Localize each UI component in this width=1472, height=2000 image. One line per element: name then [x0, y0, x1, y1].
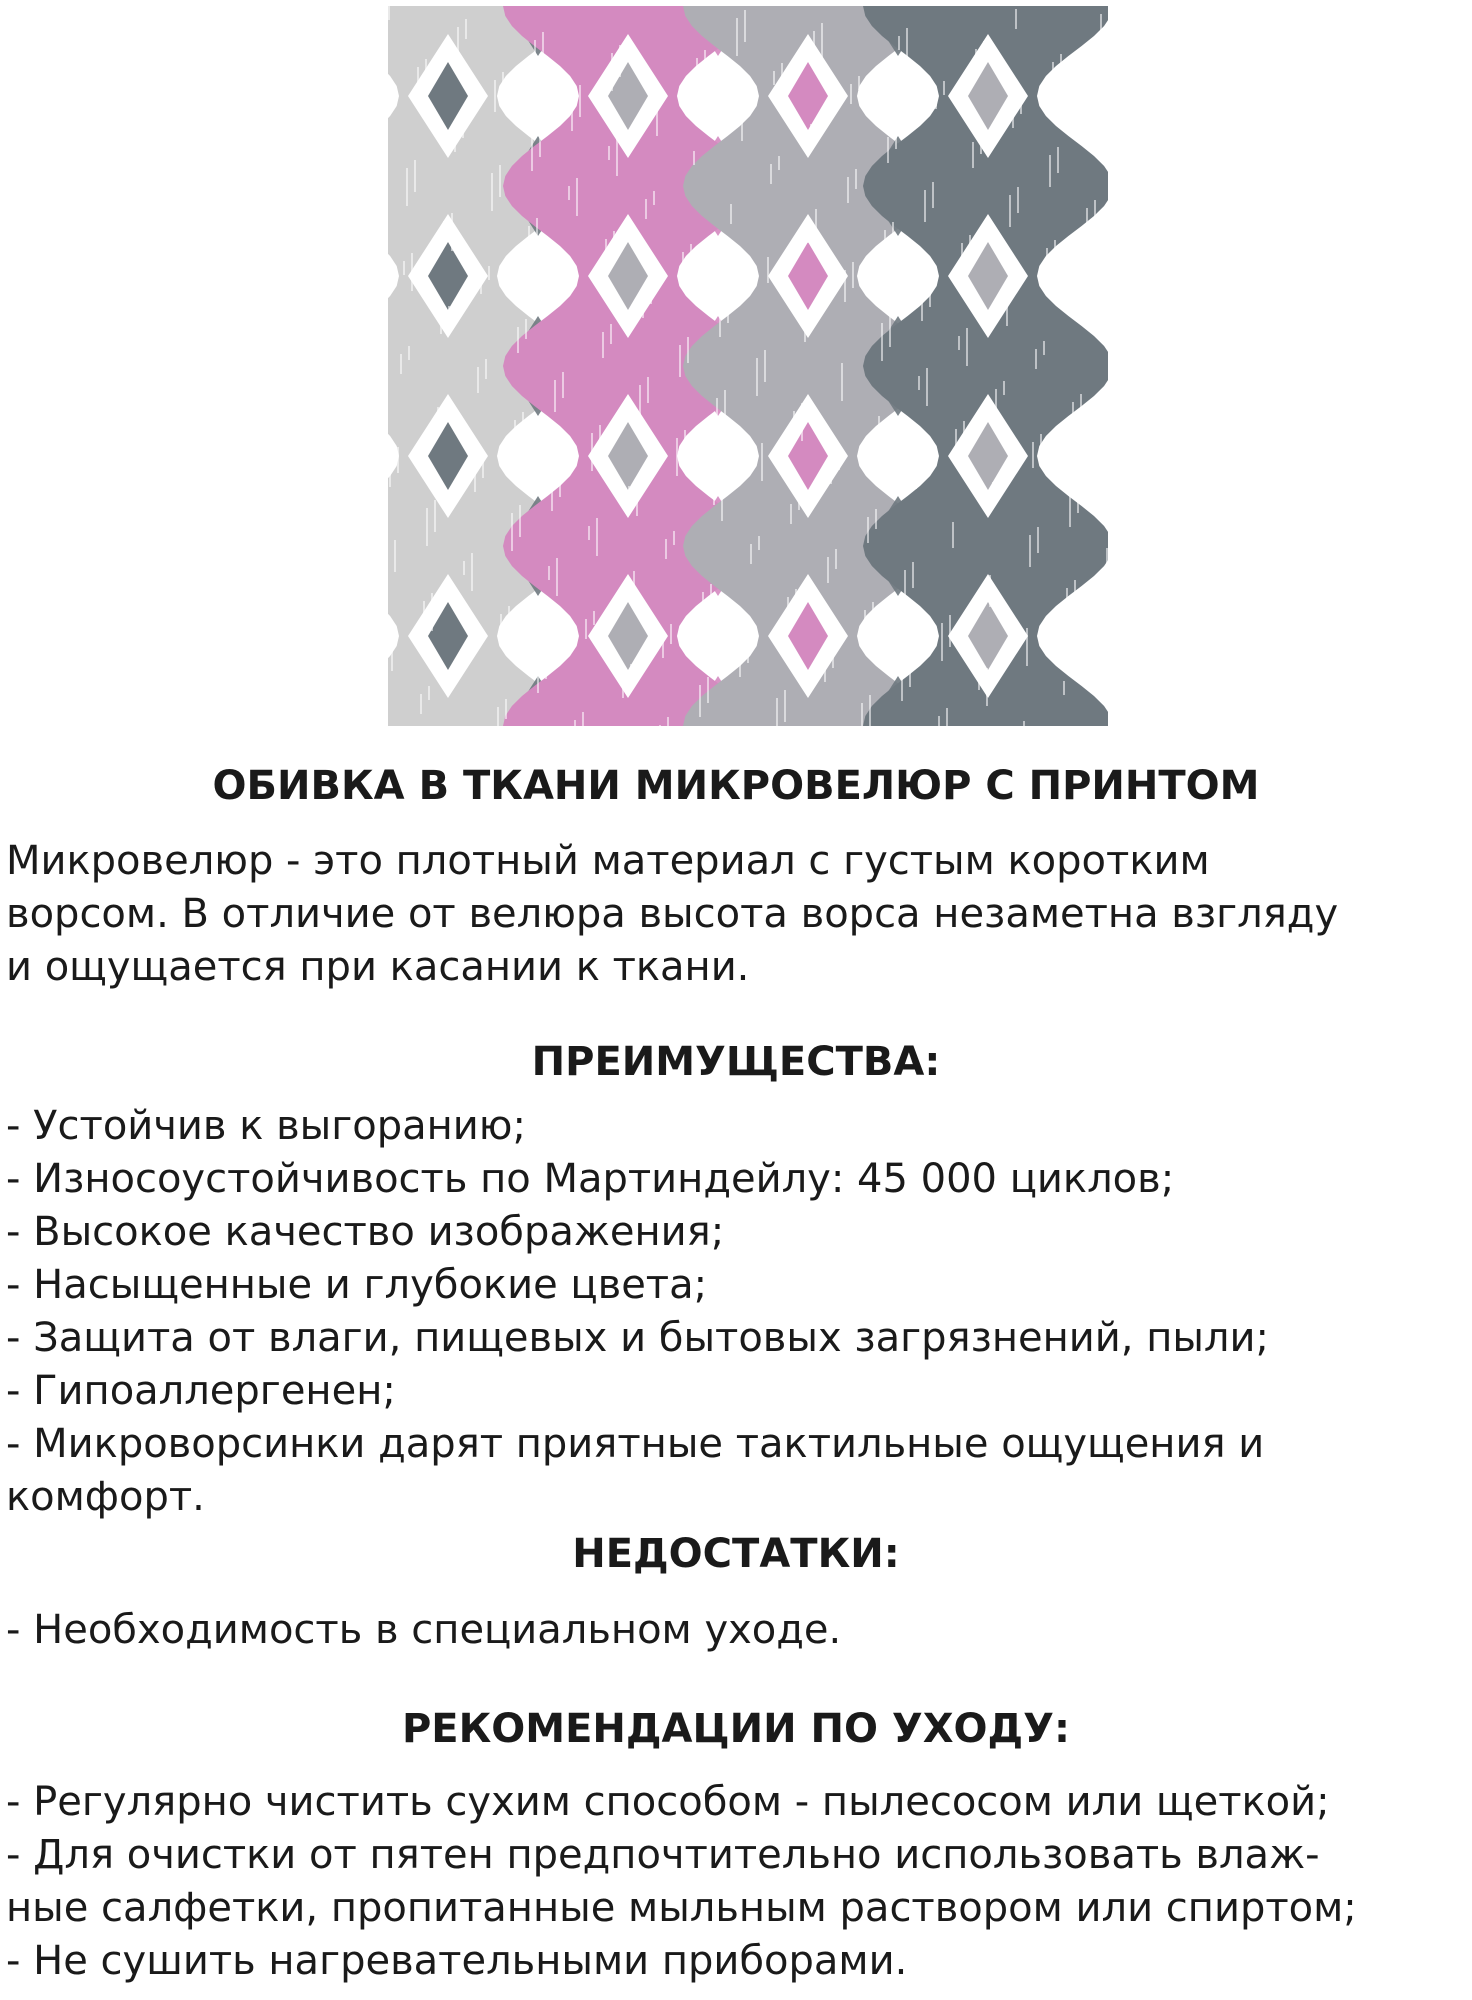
swatch-streak — [790, 504, 792, 524]
swatch-streak — [778, 156, 780, 170]
swatch-streak — [602, 332, 604, 358]
swatch-streak — [534, 40, 536, 72]
swatch-streak — [773, 71, 775, 85]
swatch-streak — [801, 403, 803, 441]
swatch-streak — [593, 611, 595, 625]
swatch-streak — [605, 239, 607, 259]
swatch-streak — [921, 283, 923, 321]
swatch-streak — [619, 45, 621, 77]
disadvantages-heading: НЕДОСТАТКИ: — [572, 1531, 900, 1577]
swatch-streak — [443, 221, 445, 235]
swatch-streak — [599, 425, 601, 457]
swatch-streak — [650, 284, 652, 304]
swatch-streak — [591, 433, 593, 471]
swatch-streak — [633, 571, 635, 585]
swatch-streak — [471, 553, 473, 591]
swatch-streak — [1097, 107, 1099, 133]
swatch-streak — [767, 257, 769, 283]
swatch-streak — [869, 695, 871, 726]
list-item: - Не сушить нагревательными приборами. — [6, 1938, 908, 1984]
swatch-streak — [838, 456, 840, 470]
swatch-streak — [906, 28, 908, 66]
swatch-streak — [556, 558, 558, 596]
swatch-streak — [955, 429, 957, 449]
swatch-streak — [929, 275, 931, 307]
swatch-streak — [770, 164, 772, 184]
swatch-streak — [949, 615, 951, 647]
swatch-streak — [454, 120, 456, 152]
swatch-streak — [519, 505, 521, 537]
swatch-streak — [787, 597, 789, 623]
swatch-streak — [585, 619, 587, 639]
swatch-streak — [414, 160, 416, 192]
swatch-streak — [892, 222, 894, 248]
swatch-streak — [636, 478, 638, 516]
swatch-streak — [1089, 115, 1091, 147]
swatch-streak — [406, 168, 408, 206]
swatch-streak — [764, 350, 766, 382]
swatch-streak — [477, 367, 479, 393]
swatch-streak — [1074, 580, 1076, 612]
swatch-streak — [904, 570, 906, 602]
swatch-streak — [858, 76, 860, 90]
swatch-streak — [434, 500, 436, 532]
swatch-streak — [565, 279, 567, 299]
swatch-streak — [744, 10, 746, 42]
swatch-streak — [861, 703, 863, 726]
swatch-streak — [1035, 349, 1037, 369]
swatch-streak — [537, 667, 539, 693]
swatch-streak — [872, 602, 874, 628]
swatch-streak — [480, 274, 482, 294]
swatch-streak — [832, 642, 834, 668]
swatch-streak — [733, 111, 735, 125]
swatch-streak — [676, 438, 678, 476]
swatch-streak — [460, 654, 462, 674]
swatch-streak — [747, 637, 749, 663]
intro-line: и ощущается при касании к ткани. — [6, 944, 750, 990]
swatch-streak — [889, 315, 891, 347]
swatch-streak — [918, 376, 920, 390]
swatch-streak — [505, 699, 507, 719]
swatch-streak — [867, 517, 869, 543]
swatch-streak — [884, 230, 886, 262]
swatch-streak — [517, 327, 519, 353]
swatch-streak — [983, 41, 985, 55]
ikat-pattern — [388, 6, 1108, 726]
swatch-streak — [579, 85, 581, 117]
advantages-list — [6, 1100, 1466, 1524]
swatch-streak — [445, 399, 447, 419]
swatch-streak — [420, 694, 422, 714]
swatch-streak — [864, 610, 866, 642]
swatch-streak — [850, 84, 852, 104]
swatch-streak — [995, 389, 997, 409]
swatch-streak — [610, 324, 612, 344]
swatch-streak — [659, 725, 661, 726]
swatch-streak — [642, 292, 644, 318]
swatch-streak — [647, 377, 649, 403]
swatch-streak — [428, 686, 430, 700]
list-item: - Микроворсинки дарят приятные тактильные ощущения и — [6, 1421, 1265, 1467]
swatch-streak — [482, 452, 484, 478]
swatch-streak — [702, 592, 704, 618]
swatch-streak — [952, 522, 954, 548]
intro-paragraph — [6, 835, 1466, 994]
swatch-streak — [608, 146, 610, 160]
swatch-streak — [417, 67, 419, 93]
swatch-streak — [810, 124, 812, 144]
swatch-streak — [992, 482, 994, 508]
swatch-streak — [497, 707, 499, 726]
swatch-streak — [989, 575, 991, 607]
swatch-streak — [426, 508, 428, 546]
swatch-streak — [690, 244, 692, 264]
swatch-streak — [1032, 442, 1034, 468]
swatch-streak — [781, 63, 783, 101]
swatch-streak — [761, 443, 763, 481]
swatch-streak — [1029, 535, 1031, 567]
swatch-streak — [926, 368, 928, 406]
swatch-streak — [645, 199, 647, 219]
swatch-streak — [582, 712, 584, 726]
swatch-streak — [665, 539, 667, 559]
swatch-streak — [1060, 54, 1062, 74]
swatch-streak — [716, 398, 718, 436]
swatch-streak — [707, 677, 709, 703]
swatch-streak — [795, 589, 797, 609]
swatch-streak — [465, 19, 467, 39]
swatch-streak — [1083, 301, 1085, 315]
swatch-streak — [713, 491, 715, 505]
swatch-streak — [502, 72, 504, 98]
swatch-streak — [548, 566, 550, 580]
swatch-streak — [539, 125, 541, 157]
swatch-streak — [1009, 195, 1011, 227]
swatch-streak — [388, 6, 390, 20]
swatch-streak — [901, 663, 903, 701]
swatch-streak — [1003, 381, 1005, 395]
swatch-streak — [963, 421, 965, 435]
swatch-streak — [616, 138, 618, 176]
swatch-streak — [881, 323, 883, 361]
swatch-streak — [721, 483, 723, 521]
swatch-streak — [511, 513, 513, 551]
swatch-streak — [1015, 9, 1017, 29]
swatch-streak — [488, 266, 490, 280]
swatch-streak — [824, 650, 826, 682]
swatch-streak — [855, 169, 857, 189]
swatch-streak — [841, 363, 843, 401]
swatch-streak — [847, 177, 849, 203]
swatch-streak — [514, 420, 516, 452]
list-item: комфорт. — [6, 1474, 205, 1520]
swatch-streak — [525, 319, 527, 339]
swatch-streak — [784, 690, 786, 722]
swatch-streak — [943, 81, 945, 95]
swatch-streak — [1054, 240, 1056, 272]
swatch-streak — [611, 53, 613, 91]
swatch-streak — [457, 27, 459, 53]
swatch-streak — [693, 151, 695, 165]
swatch-streak — [576, 178, 578, 216]
swatch-streak — [924, 190, 926, 222]
swatch-streak — [684, 430, 686, 462]
swatch-streak — [500, 614, 502, 634]
swatch-streak — [946, 708, 948, 726]
swatch-streak — [551, 473, 553, 511]
swatch-streak — [670, 624, 672, 644]
fabric-swatch-image — [388, 6, 1108, 726]
swatch-streak — [528, 226, 530, 240]
swatch-streak — [978, 676, 980, 690]
swatch-streak — [972, 142, 974, 168]
swatch-streak — [562, 372, 564, 398]
swatch-streak — [451, 213, 453, 251]
swatch-streak — [656, 98, 658, 136]
swatch-streak — [699, 685, 701, 717]
swatch-streak — [1106, 548, 1108, 586]
swatch-streak — [844, 270, 846, 302]
swatch-streak — [1072, 402, 1074, 428]
swatch-streak — [975, 49, 977, 69]
swatch-streak — [574, 720, 576, 726]
care-heading: РЕКОМЕНДАЦИИ ПО УХОДУ: — [401, 1706, 1071, 1752]
swatch-streak — [704, 50, 706, 82]
swatch-streak — [1026, 628, 1028, 666]
swatch-streak — [1012, 102, 1014, 128]
swatch-streak — [463, 561, 465, 575]
swatch-streak — [980, 134, 982, 154]
swatch-streak — [559, 465, 561, 497]
swatch-streak — [397, 447, 399, 473]
swatch-streak — [730, 204, 732, 224]
swatch-streak — [494, 80, 496, 112]
swatch-streak — [961, 243, 963, 281]
swatch-streak — [895, 129, 897, 149]
swatch-streak — [898, 36, 900, 50]
swatch-streak — [986, 668, 988, 706]
swatch-streak — [1086, 208, 1088, 246]
swatch-streak — [1000, 474, 1002, 494]
swatch-streak — [813, 31, 815, 45]
swatch-streak — [798, 496, 800, 510]
swatch-streak — [909, 655, 911, 687]
swatch-streak — [653, 191, 655, 205]
swatch-streak — [932, 182, 934, 208]
swatch-streak — [710, 584, 712, 604]
swatch-streak — [662, 632, 664, 658]
swatch-streak — [568, 186, 570, 200]
swatch-streak — [437, 407, 439, 433]
list-item: - Устойчив к выгоранию; — [6, 1103, 526, 1149]
swatch-streak — [596, 518, 598, 556]
swatch-streak — [588, 526, 590, 540]
list-item: - Защита от влаги, пищевых и бытовых загрязнений, пыли; — [6, 1315, 1269, 1361]
swatch-streak — [673, 531, 675, 545]
swatch-streak — [1046, 248, 1048, 286]
swatch-streak — [696, 58, 698, 96]
swatch-streak — [391, 633, 393, 671]
swatch-streak — [941, 623, 943, 661]
swatch-streak — [682, 252, 684, 278]
swatch-streak — [1043, 341, 1045, 355]
swatch-streak — [835, 549, 837, 569]
swatch-streak — [1049, 155, 1051, 187]
swatch-streak — [389, 455, 391, 487]
list-item: - Гипоаллергенен; — [6, 1368, 396, 1414]
list-item: - Необходимость в специальном уходе. — [6, 1607, 842, 1653]
swatch-streak — [573, 271, 575, 285]
swatch-streak — [1063, 681, 1065, 695]
swatch-streak — [719, 305, 721, 337]
swatch-streak — [756, 358, 758, 396]
swatch-streak — [830, 464, 832, 484]
swatch-streak — [622, 672, 624, 698]
swatch-streak — [736, 18, 738, 56]
swatch-streak — [912, 562, 914, 588]
swatch-streak — [423, 601, 425, 615]
swatch-streak — [966, 328, 968, 366]
swatch-streak — [1020, 94, 1022, 114]
swatch-streak — [531, 133, 533, 171]
swatch-streak — [468, 646, 470, 660]
swatch-streak — [1023, 721, 1025, 726]
swatch-streak — [508, 606, 510, 620]
list-item: - Износоустойчивость по Мартиндейлу: 45 000 циклов; — [6, 1156, 1175, 1202]
swatch-streak — [485, 359, 487, 379]
advantages-heading: ПРЕИМУЩЕСТВА: — [531, 1039, 941, 1085]
swatch-streak — [741, 103, 743, 141]
swatch-streak — [804, 310, 806, 342]
intro-line: ворсом. В отличие от велюра высота ворса незаметна взгляду — [6, 891, 1339, 937]
swatch-streak — [998, 296, 1000, 310]
swatch-streak — [935, 89, 937, 109]
swatch-streak — [411, 253, 413, 291]
swatch-streak — [750, 544, 752, 564]
swatch-streak — [821, 23, 823, 61]
swatch-streak — [758, 536, 760, 550]
page-title: ОБИВКА В ТКАНИ МИКРОВЕЛЮР С ПРИНТОМ — [212, 763, 1260, 809]
list-item: ные салфетки, пропитанные мыльным раствором или спиртом; — [6, 1885, 1357, 1931]
swatch-streak — [807, 217, 809, 243]
swatch-streak — [613, 231, 615, 245]
swatch-streak — [687, 337, 689, 363]
swatch-streak — [522, 412, 524, 438]
intro-line: Микровелюр - это плотный материал с густым коротким — [6, 838, 1210, 884]
swatch-streak — [425, 59, 427, 79]
swatch-streak — [739, 645, 741, 677]
swatch-streak — [625, 579, 627, 599]
swatch-streak — [1057, 147, 1059, 173]
swatch-streak — [628, 486, 630, 500]
swatch-streak — [542, 32, 544, 58]
swatch-streak — [1080, 394, 1082, 414]
swatch-streak — [448, 306, 450, 320]
swatch-streak — [753, 451, 755, 465]
swatch-streak — [431, 593, 433, 631]
swatch-streak — [545, 659, 547, 679]
swatch-streak — [1091, 293, 1093, 331]
list-item: - Регулярно чистить сухим способом - пылесосом или щеткой; — [6, 1779, 1330, 1825]
swatch-streak — [491, 173, 493, 211]
swatch-streak — [403, 261, 405, 275]
swatch-streak — [887, 137, 889, 163]
swatch-streak — [554, 380, 556, 412]
swatch-streak — [1066, 588, 1068, 626]
swatch-streak — [571, 93, 573, 131]
swatch-streak — [408, 346, 410, 360]
swatch-streak — [1037, 527, 1039, 553]
swatch-streak — [958, 336, 960, 350]
swatch-streak — [915, 469, 917, 489]
swatch-streak — [969, 235, 971, 267]
list-item: - Насыщенные и глубокие цвета; — [6, 1262, 708, 1308]
swatch-streak — [1006, 288, 1008, 326]
swatch-streak — [1103, 641, 1105, 655]
swatch-streak — [776, 698, 778, 726]
swatch-streak — [1017, 187, 1019, 213]
swatch-streak — [679, 345, 681, 377]
swatch-streak — [639, 385, 641, 417]
swatch-streak — [400, 354, 402, 374]
swatch-streak — [1040, 434, 1042, 454]
swatch-streak — [440, 314, 442, 334]
disadvantages-list — [6, 1604, 1466, 1657]
swatch-streak — [724, 390, 726, 422]
swatch-streak — [793, 411, 795, 425]
swatch-streak — [499, 165, 501, 197]
swatch-streak — [394, 540, 396, 572]
swatch-streak — [938, 716, 940, 726]
swatch-streak — [462, 112, 464, 138]
swatch-streak — [827, 557, 829, 583]
swatch-streak — [1069, 495, 1071, 527]
swatch-streak — [727, 297, 729, 323]
swatch-streak — [1100, 14, 1102, 34]
swatch-streak — [630, 664, 632, 684]
swatch-streak — [818, 116, 820, 130]
swatch-streak — [667, 717, 669, 726]
swatch-streak — [1094, 200, 1096, 232]
swatch-streak — [878, 416, 880, 430]
list-item: - Для очистки от пятен предпочтительно использовать влаж- — [6, 1832, 1320, 1878]
swatch-streak — [875, 509, 877, 529]
care-list — [6, 1776, 1466, 1988]
swatch-streak — [815, 209, 817, 229]
swatch-streak — [852, 262, 854, 288]
list-item: - Высокое качество изображения; — [6, 1209, 725, 1255]
swatch-streak — [474, 460, 476, 492]
swatch-streak — [1077, 487, 1079, 513]
swatch-streak — [1052, 62, 1054, 88]
swatch-streak — [536, 218, 538, 256]
